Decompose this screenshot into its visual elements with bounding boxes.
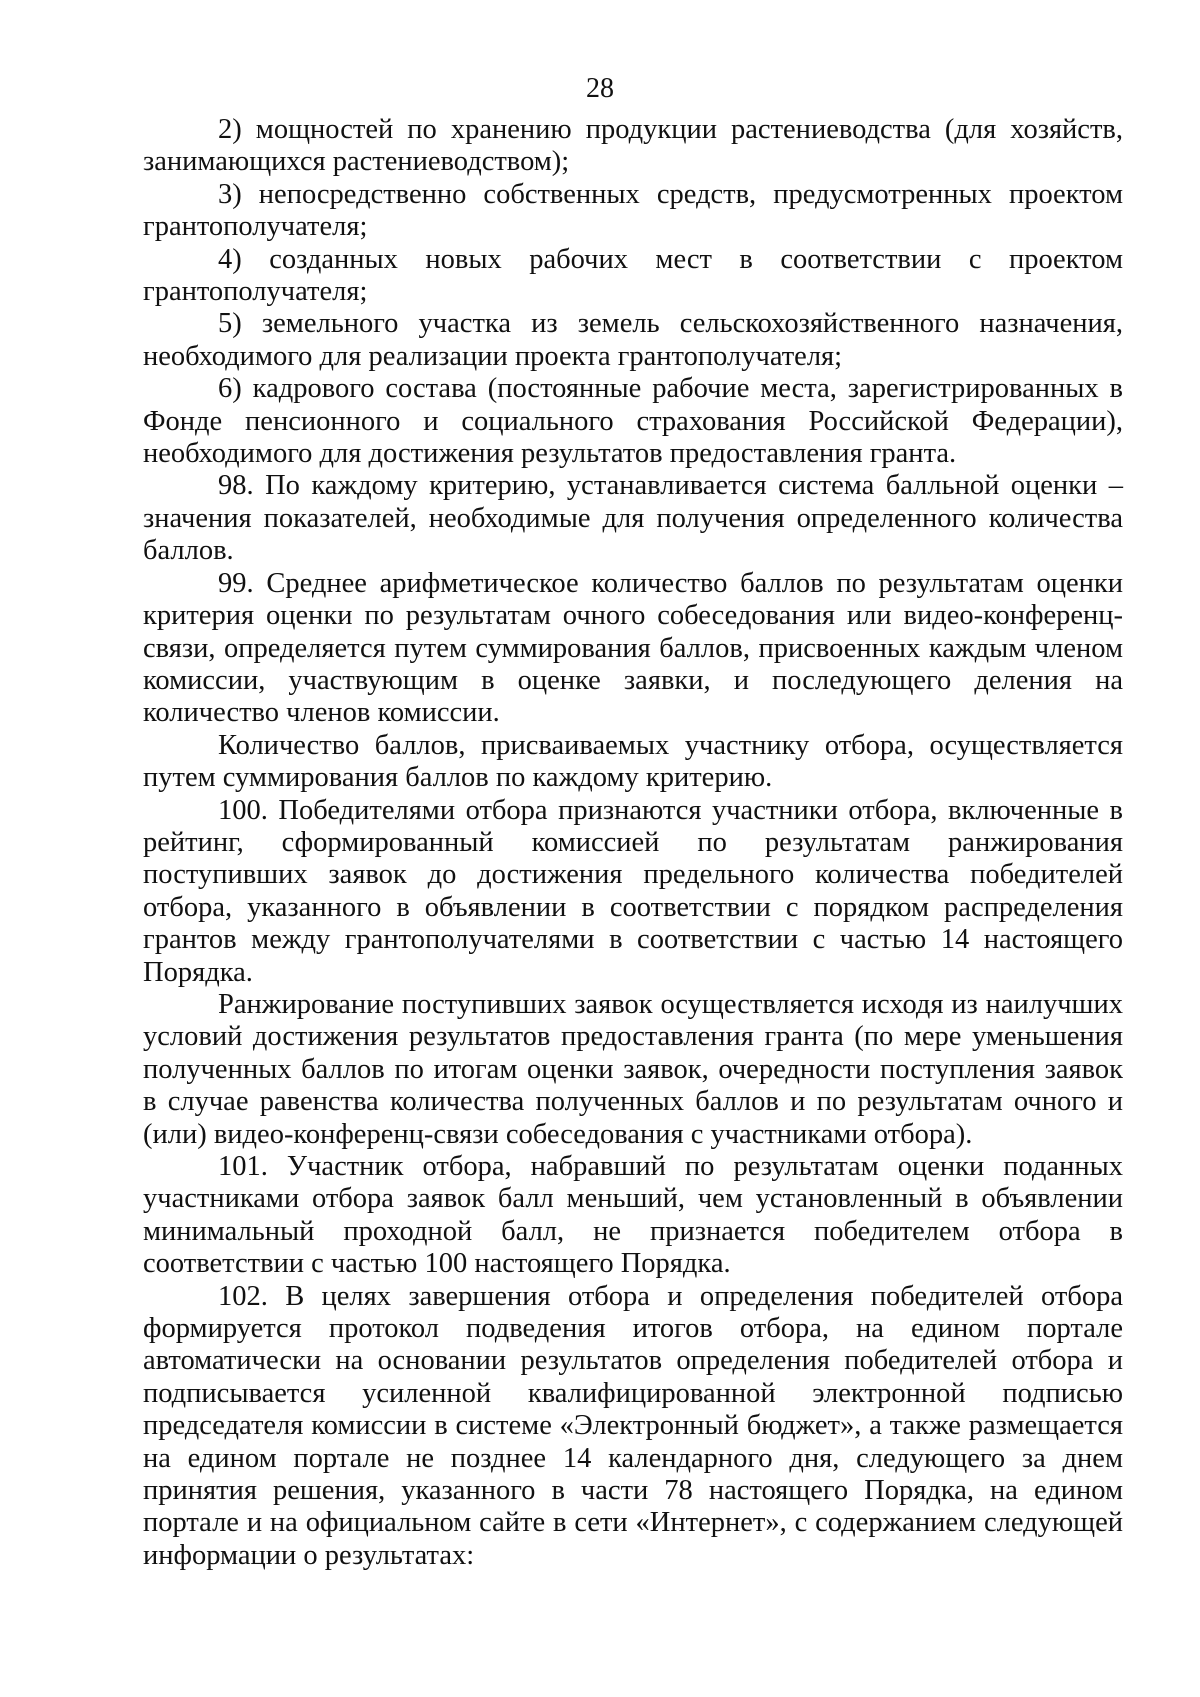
page-number: 28 [586,73,614,104]
paragraph-section-101: 101. Участник отбора, набравший по результатам оценки поданных участниками отбора заявок балл меньший, чем установленный в объявлении минимальный проходной балл, не признается победителем отбора в соответствии с частью 100 настоящего Порядка. [143,1151,1123,1280]
paragraph-item-5: 5) земельного участка из земель сельскохозяйственного назначения, необходимого для реализации проекта грантополучателя; [143,308,1123,372]
paragraph-item-2: 2) мощностей по хранению продукции растениеводства (для хозяйств, занимающихся растениеводством); [143,114,1123,178]
paragraph-section-99: 99. Среднее арифметическое количество баллов по результатам оценки критерия оценки по результатам очного собеседования или видео-конференц-связи, определяется путем суммирования баллов, присвоенных каждым членом комиссии, участвующим в оценке заявки, и последующего деления на количество членов комиссии. [143,567,1123,729]
paragraph-section-102: 102. В целях завершения отбора и определения победителей отбора формируется протокол подведения итогов отбора, на едином портале автоматически на основании результатов определения победителей отбора и подписывается усиленной квалифицированной электронной подписью председателя комиссии в системе «Электронный бюджет», а также размещается на едином портале не позднее 14 календарного дня, следующего за днем принятия решения, указанного в части 78 настоящего Порядка, на едином портале и на официальном сайте в сети «Интернет», с содержанием следующей информации о результатах: [143,1280,1123,1571]
paragraph-item-4: 4) созданных новых рабочих мест в соответствии с проектом грантополучателя; [143,243,1123,308]
document-body [143,114,1123,1572]
paragraph-item-6: 6) кадрового состава (постоянные рабочие места, зарегистрированных в Фонде пенсионного и социального страхования Российской Федерации), необходимого для достижения результатов предоставления гранта. [143,373,1123,470]
paragraph-ranking: Ранжирование поступивших заявок осуществляется исходя из наилучших условий достижения результатов предоставления гранта (по мере уменьшения полученных баллов по итогам оценки заявок, очередности поступления заявок в случае равенства количества полученных баллов и по результатам очного и (или) видео-конференц-связи собеседования с участниками отбора). [143,988,1123,1150]
paragraph-item-3: 3) непосредственно собственных средств, предусмотренных проектом грантополучателя; [143,178,1123,243]
paragraph-section-98: 98. По каждому критерию, устанавливается система балльной оценки – значения показателей, необходимые для получения определенного количества баллов. [143,470,1123,567]
paragraph-section-100: 100. Победителями отбора признаются участники отбора, включенные в рейтинг, сформированный комиссией по результатам ранжирования поступивших заявок до достижения предельного количества победителей отбора, указанного в объявлении в соответствии с порядком распределения грантов между грантополучателями в соответствии с частью 14 настоящего Порядка. [143,794,1123,988]
paragraph-points-sum: Количество баллов, присваиваемых участнику отбора, осуществляется путем суммирования баллов по каждому критерию. [143,729,1123,794]
